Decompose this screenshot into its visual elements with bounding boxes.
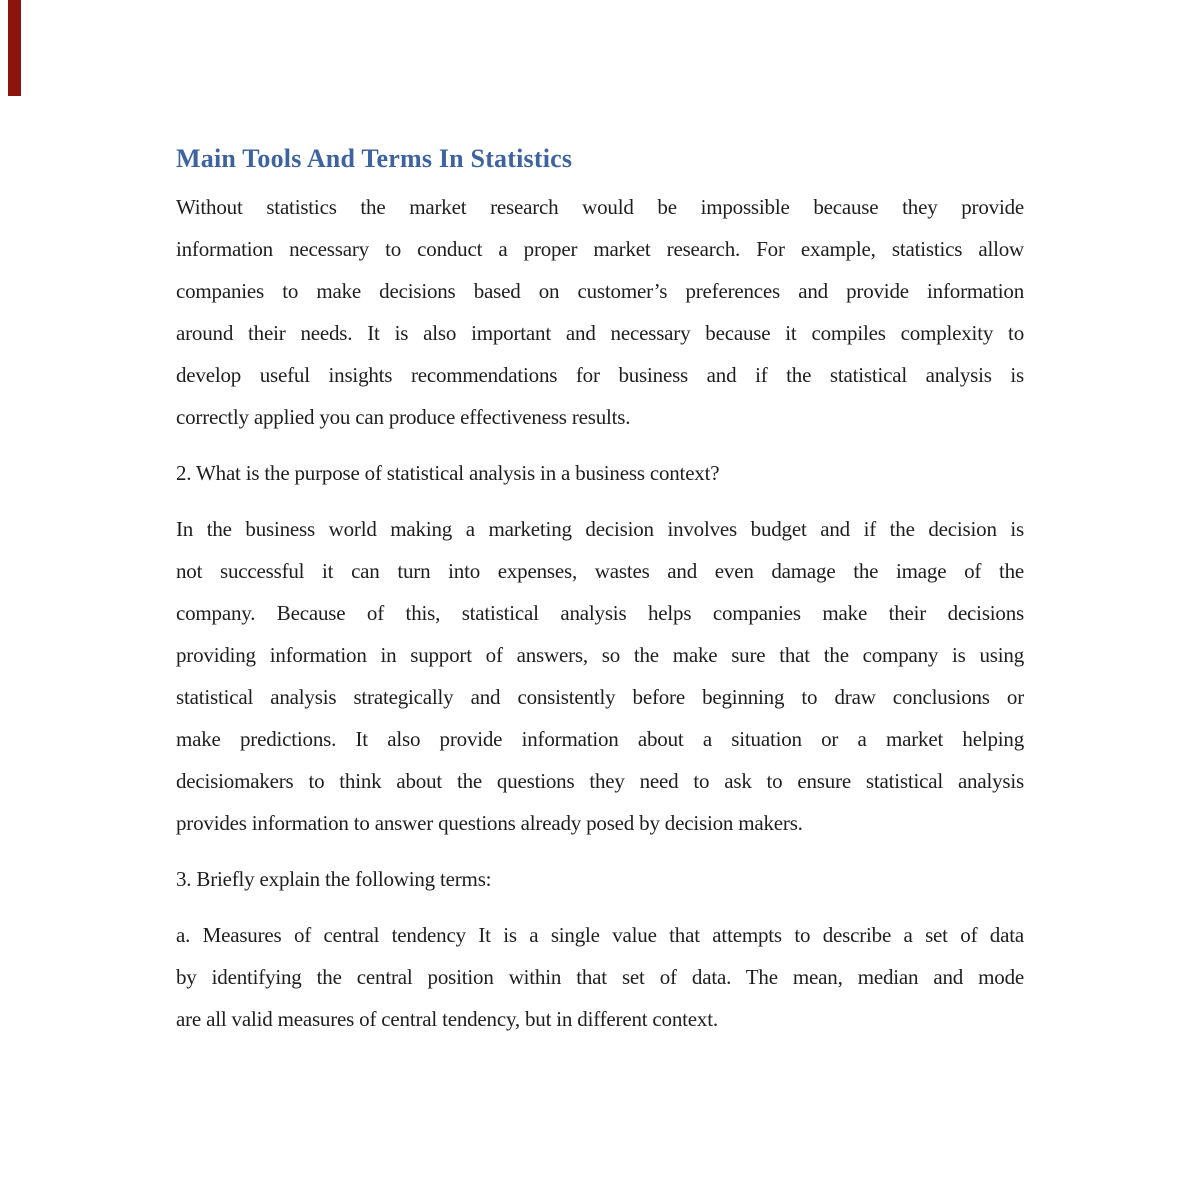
text-line: Without statistics the market research would be impossible because they provide bbox=[176, 195, 1024, 219]
question-line bbox=[176, 452, 1024, 494]
text-line: companies to make decisions based on customer’s preferences and provide information bbox=[176, 279, 1024, 303]
document-heading: Main Tools And Terms In Statistics bbox=[176, 144, 573, 173]
text-line: around their needs. It is also important and necessary because it compiles complexity to bbox=[176, 321, 1024, 345]
text-line: not successful it can turn into expenses, wastes and even damage the image of the bbox=[176, 559, 1024, 583]
text-line: make predictions. It also provide information about a situation or a market helping bbox=[176, 727, 1024, 751]
text-line: company. Because of this, statistical analysis helps companies make their decisions bbox=[176, 601, 1024, 625]
text-line: correctly applied you can produce effectiveness results. bbox=[176, 405, 631, 429]
text-line: information necessary to conduct a proper market research. For example, statistics allow bbox=[176, 237, 1024, 261]
text-line: a. Measures of central tendency It is a single value that attempts to describe a set of data bbox=[176, 923, 1024, 947]
text-line: develop useful insights recommendations for business and if the statistical analysis is bbox=[176, 363, 1024, 387]
text-line: 2. What is the purpose of statistical analysis in a business context? bbox=[176, 461, 720, 485]
paragraph bbox=[176, 508, 1024, 844]
document-text-blocks bbox=[176, 186, 1024, 1040]
text-line: In the business world making a marketing decision involves budget and if the decision is bbox=[176, 517, 1024, 541]
text-line: by identifying the central position within that set of data. The mean, median and mode bbox=[176, 965, 1024, 989]
text-line: provides information to answer questions already posed by decision makers. bbox=[176, 811, 803, 835]
text-line: providing information in support of answers, so the make sure that the company is using bbox=[176, 643, 1024, 667]
text-line: are all valid measures of central tendency, but in different context. bbox=[176, 1007, 718, 1031]
paragraph bbox=[176, 914, 1024, 1040]
text-line: statistical analysis strategically and consistently before beginning to draw conclusions or bbox=[176, 685, 1024, 709]
paragraph bbox=[176, 186, 1024, 438]
red-edge-marker bbox=[8, 0, 21, 96]
question-line bbox=[176, 858, 1024, 900]
document-body bbox=[176, 144, 1024, 1054]
text-line: 3. Briefly explain the following terms: bbox=[176, 867, 492, 891]
text-line: decisiomakers to think about the questions they need to ask to ensure statistical analysis bbox=[176, 769, 1024, 793]
